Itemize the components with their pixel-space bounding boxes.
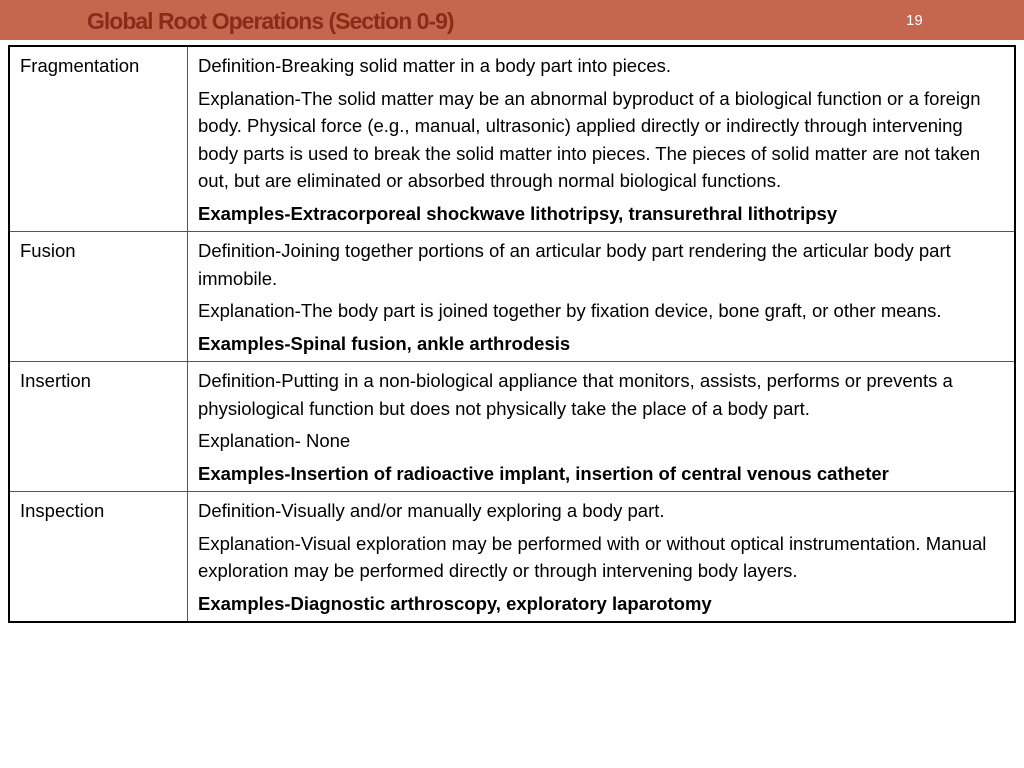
table-row [9,492,1015,623]
table-row [9,362,1015,492]
slide-title: Global Root Operations (Section 0-9) [87,8,454,34]
examples-text: Examples-Extracorporeal shockwave lithotripsy, transurethral lithotripsy [198,202,838,224]
definition-text: Definition-Visually and/or manually exploring a body part. [198,500,665,521]
operation-description [188,492,1016,623]
examples-text: Examples-Diagnostic arthroscopy, exploratory laparotomy [198,592,712,614]
explanation-text: Explanation-Visual exploration may be performed with or without optical instrumentation. Manual exploration may be performed directly or through intervening body layers. [198,532,987,581]
slide-header [0,0,1024,40]
operation-term: Fragmentation [9,46,188,232]
examples-text: Examples-Insertion of radioactive implant, insertion of central venous catheter [198,462,889,484]
explanation-text: Explanation-The body part is joined together by fixation device, bone graft, or other means. [198,300,942,321]
definition-text: Definition-Putting in a non-biological appliance that monitors, assists, performs or prevents a physiological function but does not physically take the place of a body part. [198,370,953,419]
explanation-text: Explanation- None [198,430,351,451]
operation-term: Insertion [9,362,188,492]
definition-text: Definition-Breaking solid matter in a body part into pieces. [198,55,672,76]
root-operations-table [8,45,1016,623]
operation-term: Inspection [9,492,188,623]
page-number: 19 [906,12,923,29]
operation-description [188,232,1016,362]
operation-description [188,46,1016,232]
definition-text: Definition-Joining together portions of an articular body part rendering the articular body part immobile. [198,240,951,289]
table-row [9,46,1015,232]
explanation-text: Explanation-The solid matter may be an abnormal byproduct of a biological function or a foreign body. Physical force (e.g., manual, ultrasonic) applied directly or indirectly through intervening body parts is used to break the solid matter into pieces. The pieces of solid matter are not taken out, but are eliminated or absorbed through normal biological functions. [198,87,981,191]
table-row [9,232,1015,362]
examples-text: Examples-Spinal fusion, ankle arthrodesis [198,332,571,354]
operation-term: Fusion [9,232,188,362]
operation-description [188,362,1016,492]
